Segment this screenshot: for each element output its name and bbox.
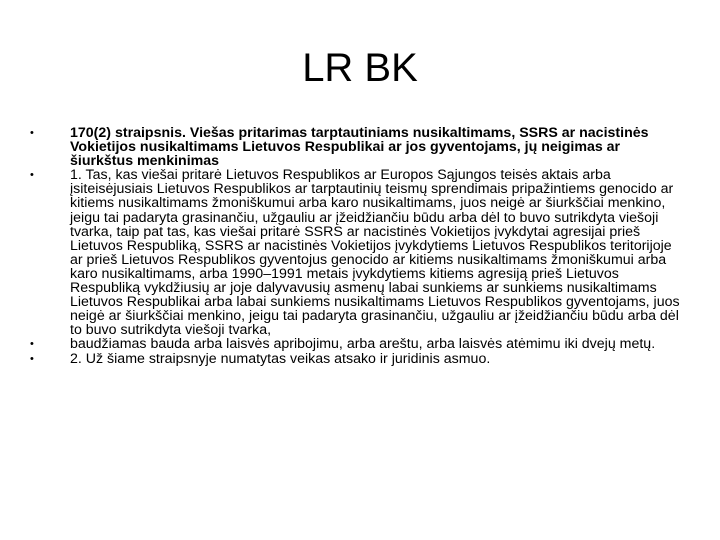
bullet-item-penalty bbox=[30, 337, 680, 351]
bullet-item-paragraph-2 bbox=[30, 352, 680, 366]
paragraph-1-text: 1. Tas, kas viešai pritarė Lietuvos Respublikos ar Europos Sąjungos teisės aktais arba įsiteisėjusiais Lietuvos Respublikos ar tarptautinių teismų sprendimais pripažintiems genocido ar kitiems nusikaltimams žmoniškumui arba karo nusikaltimams, juos neigė ar šiurkščiai menkino, jeigu tai padaryta grasinančiu, užgauliu ar įžeidžiančiu būdu arba dėl to buvo sutrikdyta viešoji tvarka, taip pat tas, kas viešai pritarė SSRS ar nacistinės Vokietijos įvykdytai agresijai prieš Lietuvos Respubliką, SSRS ar nacistinės Vokietijos įvykdytiems Lietuvos Respublikos teritorijoje ar prieš Lietuvos Respublikos gyventojus genocido ar kitiems nusikaltimams žmoniškumui arba karo nusikaltimams, arba 1990–1991 metais įvykdytiems kitiems agresiją prieš Lietuvos Respubliką vykdžiusių ar joje dalyvavusių asmenų labai sunkiems ar sunkiems nusikaltimams Lietuvos Respublikai arba labai sunkiems nusikaltimams Lietuvos Respublikos gyventojams, juos neigė ar šiurkščiai menkino, jeigu tai padaryta grasinančiu, užgauliu ar įžeidžiančiu būdu arba dėl to buvo sutrikdyta viešoji tvarka, bbox=[70, 167, 680, 339]
penalty-text: baudžiamas bauda arba laisvės apribojimu, arba areštu, arba laisvės atėmimu iki dvejų metų. bbox=[70, 336, 656, 353]
bullet-dot-icon: • bbox=[30, 127, 34, 139]
bullet-dot-icon: • bbox=[30, 352, 34, 365]
bullet-item-article-title bbox=[30, 126, 680, 168]
article-heading: 170(2) straipsnis. Viešas pritarimas tarptautiniams nusikaltimams, SSRS ar nacistinės Vokietijos nusikaltimams Lietuvos Respublikai ar jos gyventojams, jų neigimas ar šiurkštus menkinimas bbox=[70, 125, 649, 170]
bullet-list bbox=[30, 126, 680, 366]
paragraph-2-text: 2. Už šiame straipsnyje numatytas veikas atsako ir juridinis asmuo. bbox=[70, 350, 491, 367]
slide-title: LR BK bbox=[302, 46, 418, 90]
bullet-dot-icon: • bbox=[30, 338, 34, 351]
bullet-dot-icon: • bbox=[30, 169, 34, 182]
bullet-item-paragraph-1 bbox=[30, 168, 680, 337]
